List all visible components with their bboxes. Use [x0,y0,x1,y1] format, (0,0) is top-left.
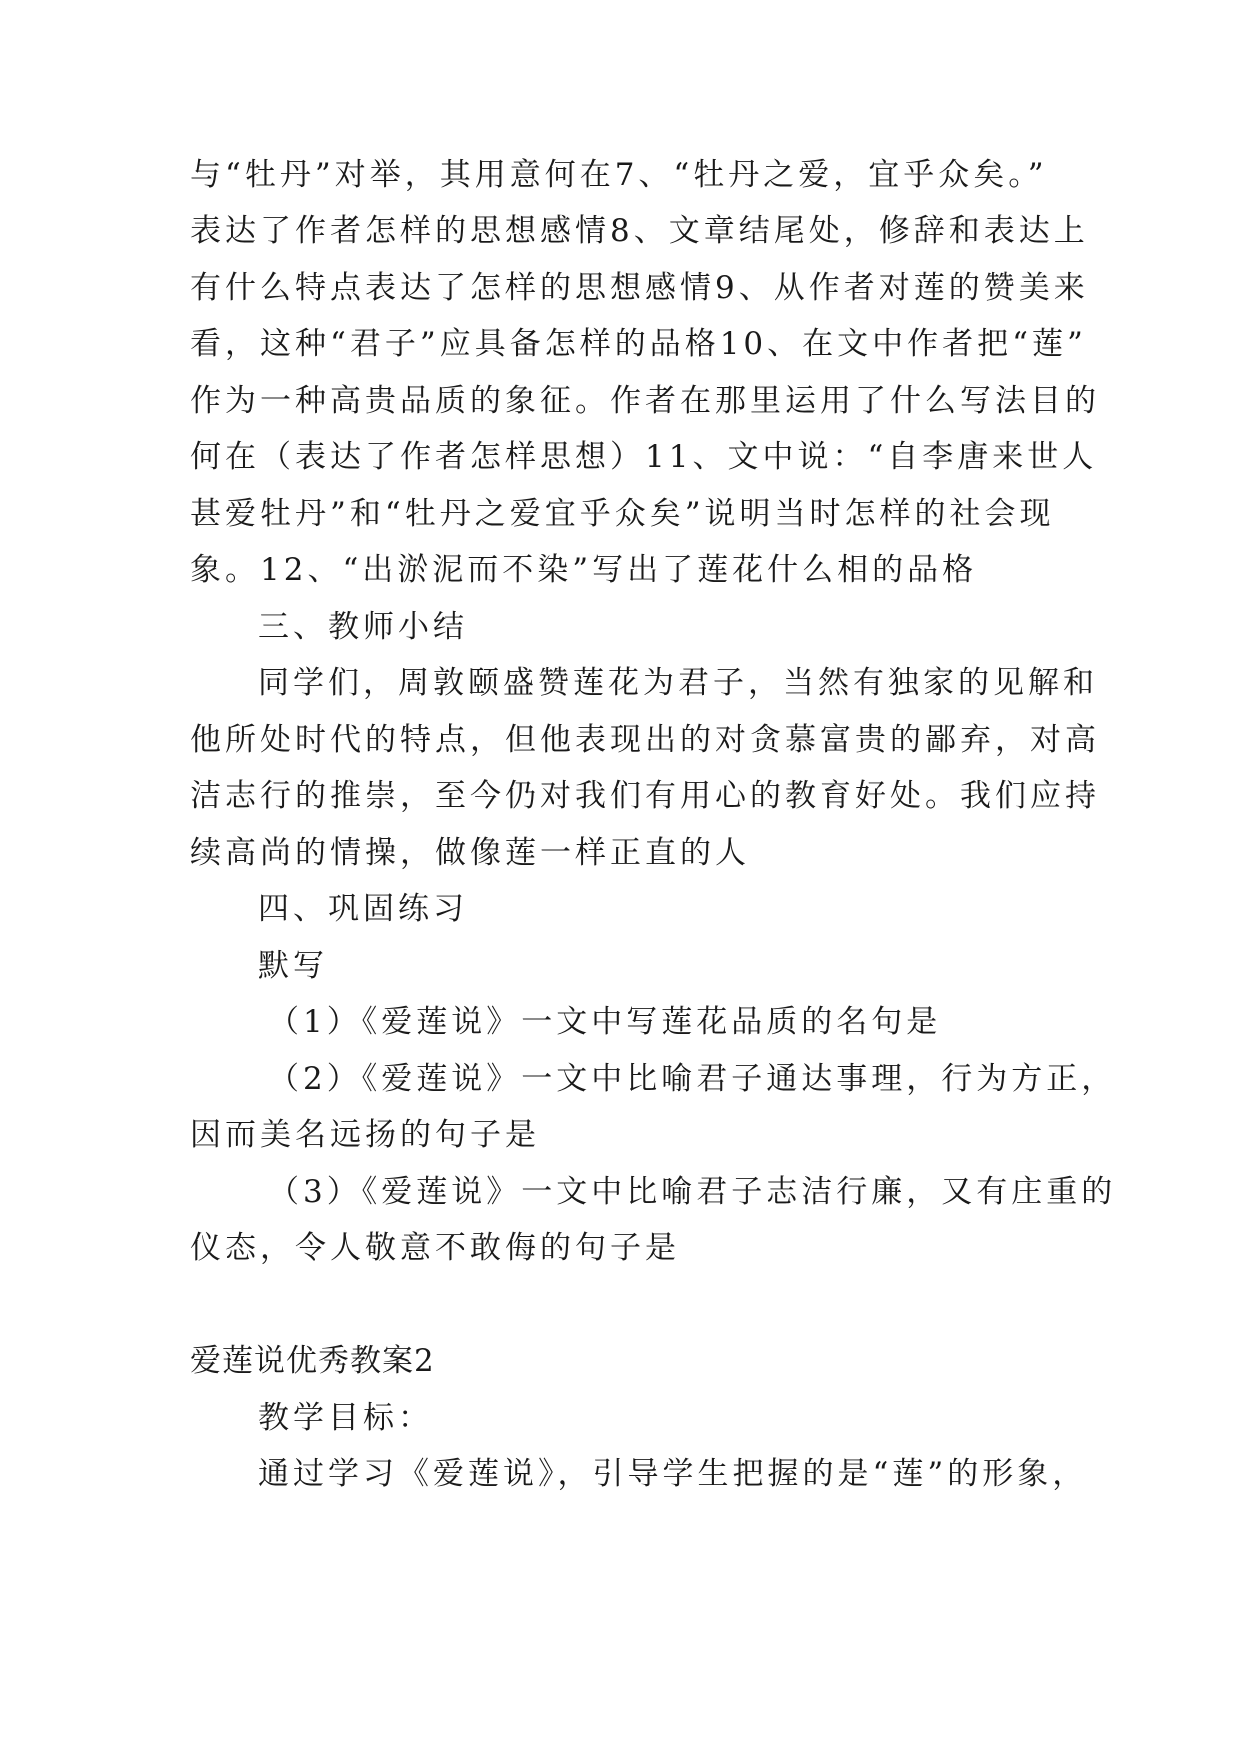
body-text-line: 看，这种“君子”应具备怎样的品格10、在文中作者把“莲” [190,326,1087,362]
body-text-line: 续高尚的情操，做像莲一样正直的人 [190,835,750,871]
body-text-line: 何在（表达了作者怎样思想）11、文中说：“自李唐来世人 [190,439,1098,475]
exercise-item-1: （1）《爱莲说》一文中写莲花品质的名句是 [268,1004,942,1040]
body-text-line: 与“牡丹”对举，其用意何在7、“牡丹之爱，宜乎众矣。” [190,157,1048,193]
body-text-line: 有什么特点表达了怎样的思想感情9、从作者对莲的赞美来 [190,270,1089,306]
body-text-line: 洁志行的推崇，至今仍对我们有用心的教育好处。我们应持 [190,778,1100,814]
body-text-line: 象。12、“出淤泥而不染”写出了莲花什么相的品格 [190,552,978,588]
subheading-dictation: 默写 [258,948,328,984]
body-text-line: 表达了作者怎样的思想感情8、文章结尾处，修辞和表达上 [190,213,1089,249]
body-text-line: 仪态，令人敬意不敢侮的句子是 [190,1230,680,1266]
section-heading-practice: 四、巩固练习 [258,891,468,927]
body-text-line: 因而美名远扬的句子是 [190,1117,540,1153]
body-text-line: 通过学习《爱莲说》，引导学生把握的是“莲”的形象， [258,1456,1088,1492]
body-text-line: 同学们，周敦颐盛赞莲花为君子，当然有独家的见解和 [258,665,1098,701]
body-text-line: 他所处时代的特点，但他表现出的对贪慕富贵的鄙弃，对高 [190,722,1100,758]
exercise-item-3: （3）《爱莲说》一文中比喻君子志洁行廉，又有庄重的 [268,1174,1117,1210]
body-text-line: 作为一种高贵品质的象征。作者在那里运用了什么写法目的 [190,383,1100,419]
section-title-lesson-plan-2: 爱莲说优秀教案2 [190,1343,435,1379]
section-heading-teacher-summary: 三、教师小结 [258,609,468,645]
body-text-line: 甚爱牡丹”和“牡丹之爱宜乎众矣”说明当时怎样的社会现 [190,496,1055,532]
subheading-teaching-goals: 教学目标： [258,1400,433,1436]
exercise-item-2: （2）《爱莲说》一文中比喻君子通达事理，行为方正， [268,1061,1117,1097]
